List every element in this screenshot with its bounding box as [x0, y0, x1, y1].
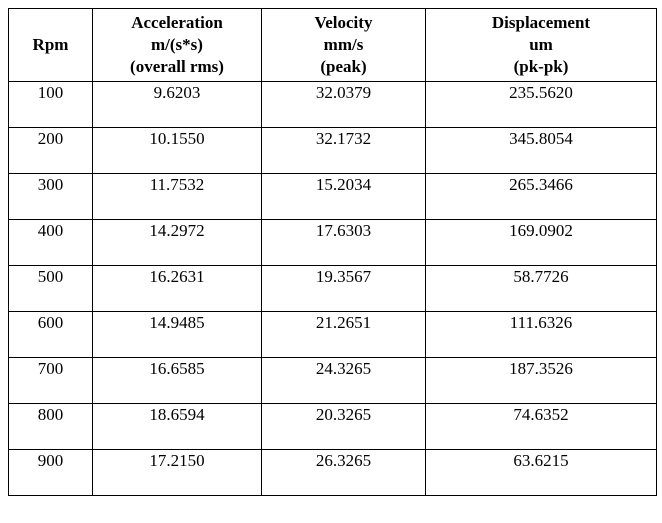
displacement-cell: 345.8054 — [426, 128, 657, 174]
table-row — [9, 312, 657, 358]
displacement-cell: 187.3526 — [426, 358, 657, 404]
velocity-cell: 32.1732 — [262, 128, 426, 174]
rpm-cell: 500 — [9, 266, 93, 312]
table-row — [9, 82, 657, 128]
displacement-cell: 63.6215 — [426, 450, 657, 496]
acceleration-cell: 14.2972 — [93, 220, 262, 266]
rpm-cell: 200 — [9, 128, 93, 174]
header-rpm: Rpm — [9, 9, 93, 82]
velocity-cell: 24.3265 — [262, 358, 426, 404]
velocity-cell: 26.3265 — [262, 450, 426, 496]
rpm-cell: 400 — [9, 220, 93, 266]
header-displacement: Displacement um (pk-pk) — [426, 9, 657, 82]
velocity-cell: 21.2651 — [262, 312, 426, 358]
vibration-data-table — [8, 8, 657, 496]
displacement-cell: 169.0902 — [426, 220, 657, 266]
displacement-cell: 111.6326 — [426, 312, 657, 358]
displacement-cell: 58.7726 — [426, 266, 657, 312]
velocity-cell: 15.2034 — [262, 174, 426, 220]
table-row — [9, 128, 657, 174]
velocity-cell: 32.0379 — [262, 82, 426, 128]
acceleration-cell: 16.2631 — [93, 266, 262, 312]
table-header-row — [9, 9, 657, 82]
acceleration-cell: 14.9485 — [93, 312, 262, 358]
header-acceleration: Acceleration m/(s*s) (overall rms) — [93, 9, 262, 82]
velocity-cell: 20.3265 — [262, 404, 426, 450]
rpm-cell: 600 — [9, 312, 93, 358]
table-row — [9, 174, 657, 220]
table-row — [9, 220, 657, 266]
displacement-cell: 265.3466 — [426, 174, 657, 220]
acceleration-cell: 11.7532 — [93, 174, 262, 220]
velocity-cell: 19.3567 — [262, 266, 426, 312]
header-velocity: Velocity mm/s (peak) — [262, 9, 426, 82]
rpm-cell: 700 — [9, 358, 93, 404]
displacement-cell: 235.5620 — [426, 82, 657, 128]
table-row — [9, 266, 657, 312]
table-row — [9, 450, 657, 496]
acceleration-cell: 10.1550 — [93, 128, 262, 174]
table-row — [9, 358, 657, 404]
acceleration-cell: 9.6203 — [93, 82, 262, 128]
rpm-cell: 800 — [9, 404, 93, 450]
table-row — [9, 404, 657, 450]
acceleration-cell: 18.6594 — [93, 404, 262, 450]
velocity-cell: 17.6303 — [262, 220, 426, 266]
acceleration-cell: 17.2150 — [93, 450, 262, 496]
rpm-cell: 100 — [9, 82, 93, 128]
rpm-cell: 300 — [9, 174, 93, 220]
rpm-cell: 900 — [9, 450, 93, 496]
displacement-cell: 74.6352 — [426, 404, 657, 450]
acceleration-cell: 16.6585 — [93, 358, 262, 404]
